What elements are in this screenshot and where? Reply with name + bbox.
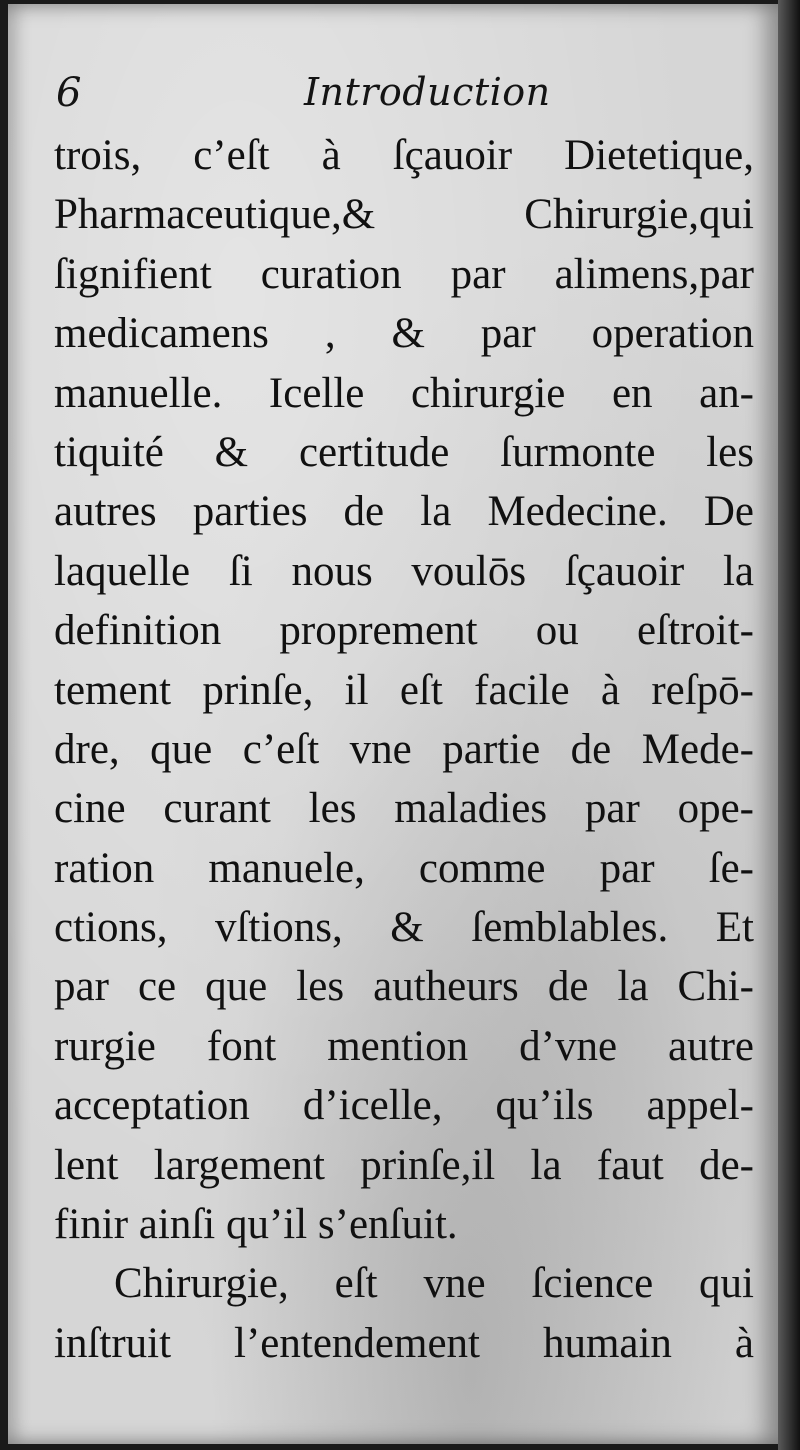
page-header: [56, 70, 756, 120]
text-line: inſtruit l’entendement humain à: [54, 1319, 754, 1367]
text-line: finir ainſi qu’il s’enſuit.: [54, 1201, 458, 1249]
text-line: medicamens , & par operation: [54, 310, 754, 358]
text-line: laquelle ſi nous voulōs ſçauoir la: [54, 547, 754, 595]
text-line: Chirurgie, eſt vne ſcience qui: [114, 1260, 754, 1308]
running-title: Introduction: [304, 70, 551, 114]
text-line: autres parties de la Medecine. De: [54, 488, 754, 536]
text-line: Pharmaceutique,& Chirurgie,qui: [54, 191, 754, 239]
text-line: trois, c’eſt à ſçauoir Dietetique,: [54, 132, 754, 179]
text-line: dre, que c’eſt vne partie de Mede-: [54, 725, 754, 773]
text-line: cine curant les maladies par ope-: [54, 785, 754, 833]
text-line: acceptation d’icelle, qu’ils appel-: [54, 1082, 754, 1130]
text-line: ctions, vſtions, & ſemblables. Et: [54, 904, 754, 952]
body-text: [54, 126, 754, 1373]
text-line: manuelle. Icelle chirurgie en an-: [54, 369, 754, 417]
text-line: lent largement prinſe,il la faut de-: [54, 1141, 754, 1189]
text-line: definition proprement ou eſtroit-: [54, 607, 754, 655]
text-line: rurgie font mention d’vne autre: [54, 1022, 754, 1070]
text-line: ſignifient curation par alimens,par: [54, 250, 754, 298]
text-line: tiquité & certitude ſurmonte les: [54, 428, 754, 476]
page-number: 6: [56, 70, 82, 116]
page-edge-shadow: [778, 0, 800, 1450]
text-line: tement prinſe, il eſt facile à reſpō-: [54, 666, 754, 714]
text-line: par ce que les autheurs de la Chi-: [54, 963, 754, 1011]
book-page: [8, 4, 780, 1444]
text-line: ration manuele, comme par ſe-: [54, 844, 754, 892]
